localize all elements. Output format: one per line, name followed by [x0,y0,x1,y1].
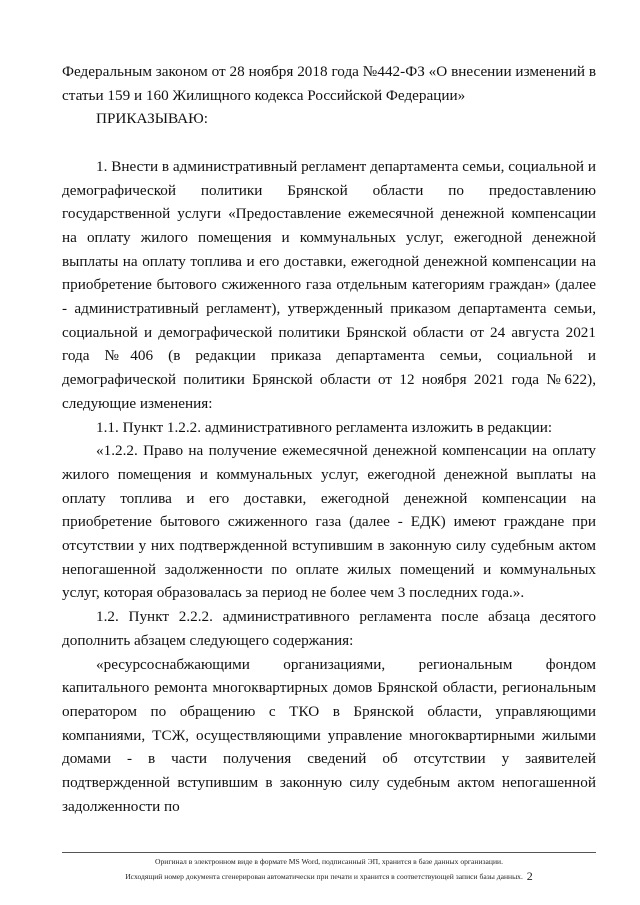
footer-line-original: Оригинал в электронном виде в формате MS Word, подписанный ЭП, хранится в базе данных организации. [155,857,503,866]
paragraph-order-heading: ПРИКАЗЫВАЮ: [96,110,208,128]
paragraph-spacer [62,131,596,155]
paragraph-law-reference: Федеральным законом от 28 ноября 2018 года №442-ФЗ «О внесении изменений в статьи 159 и 160 Жилищного кодекса Российской Федерации» [62,63,596,104]
paragraph-item-1-2-quote: «ресурсоснабжающими организациями, региональным фондом капитального ремонта многоквартирных домов Брянской области, региональным оператором по обращению с ТКО в Брянской области, управляющими компаниями, ТСЖ, осуществляющими управление многоквартирными жилыми домами - в части получения сведений об отсутствии у заявителей подтвержденной вступившим в законную силу судебным актом непогашенной задолженности по [62,655,596,815]
footer-line-number [62,869,596,884]
footer-line-number-text: Исходящий номер документа сгенерирован автоматически при печати и хранится в соответствующей записи базы данных. [125,872,523,881]
page-number: 2 [526,869,533,883]
paragraph-item-1-2-2-quote: «1.2.2. Право на получение ежемесячной денежной компенсации на оплату жилого помещения и коммунальных услуг, ежегодной денежной выплаты на оплату топлива и его доставки, ежегодной денежной компенсации на приобретение бытового сжиженного газа (далее - ЕДК) имеют граждане при отсутствии у них подтвержденной вступившим в законную силу судебным актом непогашенной задолженности по оплате жилых помещений и коммунальных услуг, которая образовалась за период не более чем 3 последних года.». [62,442,596,602]
document-body [62,60,596,818]
footer-divider [62,852,596,853]
page-footer [62,855,596,884]
paragraph-item-1-1: 1.1. Пункт 1.2.2. административного регламента изложить в редакции: [96,418,553,436]
paragraph-item-1-2: 1.2. Пункт 2.2.2. административного регламента после абзаца десятого дополнить абзацем следующего содержания: [62,608,596,649]
paragraph-item-1: 1. Внести в административный регламент департамента семьи, социальной и демографической политики Брянской области по предоставлению государственной услуги «Предоставление ежемесячной денежной компенсации на оплату жилого помещения и коммунальных услуг, ежегодной денежной выплаты на оплату топлива и его доставки, ежегодной денежной компенсации на приобретение бытового сжиженного газа отдельным категориям граждан» (далее - административный регламент), утвержденный приказом департамента семьи, социальной и демографической политики Брянской области от 24 августа 2021 года №406 (в редакции приказа департамента семьи, социальной и демографической политики Брянской области от 12 ноября 2021 года №622), следующие изменения: [62,157,596,412]
